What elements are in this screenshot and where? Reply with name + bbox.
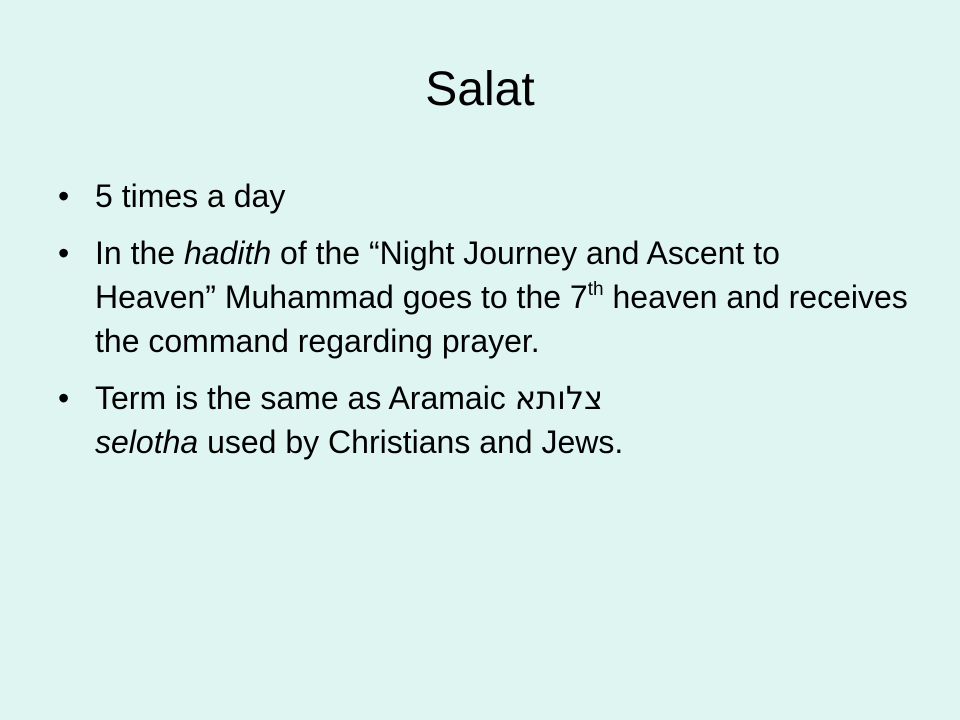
text-run: heaven and receives the command regarding prayer. [95, 279, 908, 359]
text-run: Term is the same as Aramaic [95, 380, 515, 416]
bullet-text [95, 235, 908, 359]
italic-term-selotha: selotha [95, 424, 199, 460]
bullet-list [58, 174, 908, 477]
bullet-item-night-journey [58, 231, 908, 363]
text-run: of the “Night Journey and Ascent to Heaven” Muhammad goes to the 7 [95, 235, 780, 315]
bullet-dot-icon: • [58, 178, 70, 214]
bullet-text [95, 380, 623, 460]
text-run: In the [95, 235, 184, 271]
bullet-text: 5 times a day [95, 178, 286, 214]
bullet-item-times-a-day [58, 174, 908, 218]
hebrew-script-word: צלותא [514, 379, 603, 417]
text-run: used by Christians and Jews. [198, 424, 624, 460]
slide-title: Salat [425, 63, 535, 116]
bullet-dot-icon: • [58, 380, 70, 416]
bullet-dot-icon: • [58, 235, 70, 271]
ordinal-superscript: th [587, 279, 604, 301]
bullet-item-aramaic-term [58, 376, 908, 464]
italic-term-hadith: hadith [183, 235, 272, 271]
